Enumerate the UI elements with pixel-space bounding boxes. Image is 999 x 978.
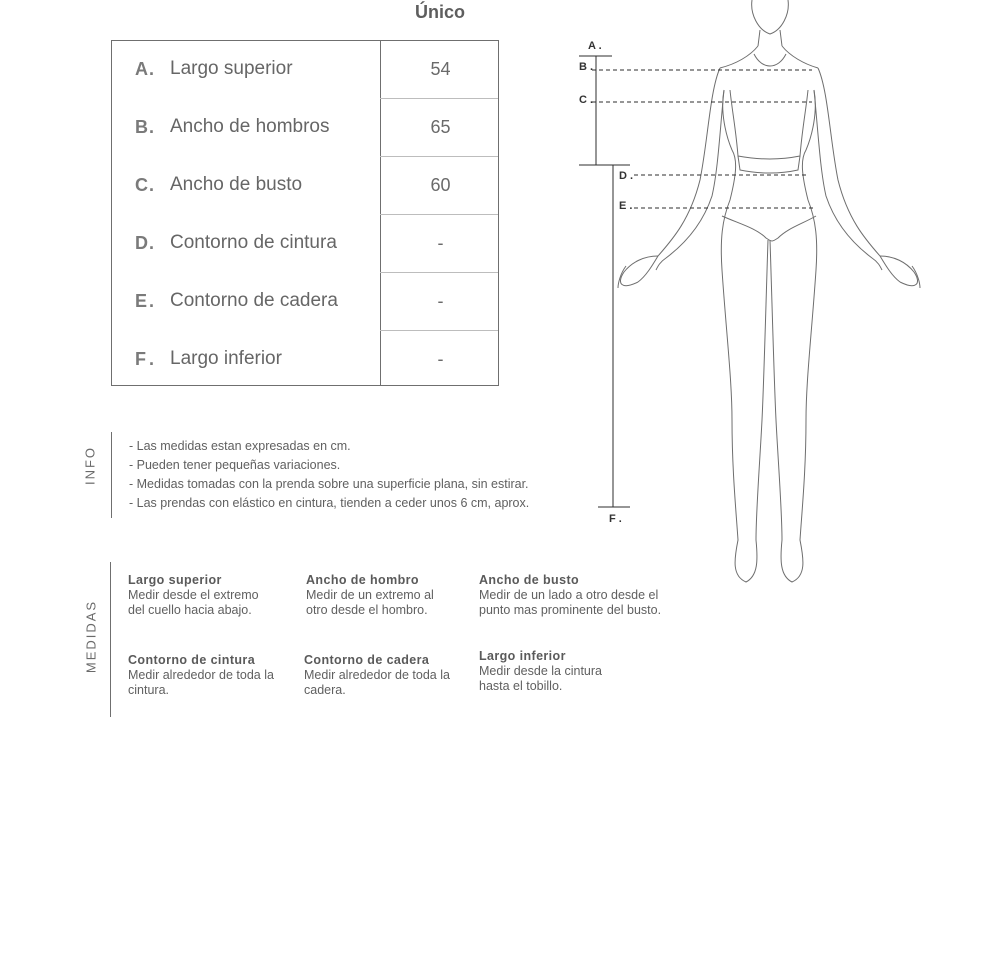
info-notes-list [129,437,529,513]
dashed-guides [592,70,816,208]
desc-title: Ancho de busto [479,573,580,587]
info-note: - Medidas tomadas con la prenda sobre una superficie plana, sin estirar. [129,477,529,491]
row-label: Largo inferior [170,348,282,369]
row-value: - [437,349,444,369]
desc-title: Largo inferior [479,649,566,663]
figure-label-f: F . [609,513,622,525]
row-value: - [437,291,444,311]
medidas-divider [110,562,111,717]
row-letter: D [135,233,149,253]
desc-title: Largo superior [128,573,222,587]
row-letter: E [135,291,149,311]
table-row-ancho-hombros [112,99,498,157]
desc-text: Medir de un extremo al otro desde el hombro. [306,588,434,617]
body-figure-diagram [560,0,999,600]
row-letter: C [135,175,149,195]
measurement-guides [579,56,633,507]
row-label: Largo superior [170,58,293,79]
right-arm-inner [814,90,882,270]
letter-dot: . [149,291,156,311]
neckline [754,54,786,66]
desc-title: Ancho de hombro [306,573,419,587]
left-arm-inner [656,90,724,270]
figure-label-b: B . [579,61,594,73]
letter-dot: . [149,233,156,253]
row-value: 65 [430,117,451,137]
left-leg [722,240,768,582]
letter-dot: . [149,175,156,195]
table-row-largo-superior [112,41,498,99]
table-row-ancho-busto [112,157,498,215]
head-outline [752,0,789,34]
measurement-table [111,40,499,386]
row-label: Contorno de cintura [170,232,337,253]
letter-dot: . [149,349,156,369]
table-row-largo-inferior [112,331,498,389]
figure-outline [618,0,920,582]
info-note: - Las medidas estan expresadas en cm. [129,439,351,453]
row-value: - [437,233,444,253]
row-letter: A [135,59,149,79]
desc-contorno-cadera [304,653,454,698]
table-row-contorno-cintura [112,215,498,273]
figure-label-e: E . [619,200,633,212]
neck-right [780,30,782,46]
info-section-title: INFO [82,445,98,486]
row-letter: B [135,117,149,137]
row-letter: F [135,349,147,369]
neck-left [758,30,760,46]
shoulder-right [782,46,818,68]
right-leg [770,240,816,582]
desc-text: Medir alrededor de toda la cintura. [128,668,274,697]
figure-label-d: D . [619,170,634,182]
size-header: Único [414,2,465,22]
desc-title: Contorno de cintura [128,653,256,667]
letter-dot: . [149,59,156,79]
brief-outline [722,216,816,241]
letter-dot: . [149,117,156,137]
row-label: Ancho de busto [170,174,303,195]
medidas-section-title: MEDIDAS [83,599,99,674]
row-value: 54 [430,59,451,79]
row-label: Contorno de cadera [170,290,338,311]
desc-contorno-cintura [128,653,278,698]
body-figure-svg [560,0,999,600]
desc-title: Contorno de cadera [304,653,430,667]
desc-text: Medir de un lado a otro desde el punto mas prominente del busto. [479,588,662,617]
figure-label-a: A . [588,40,602,52]
table-row-contorno-cadera [112,273,498,331]
desc-largo-superior [128,573,278,618]
right-arm-outer [818,68,900,282]
info-divider [111,432,112,518]
shoulder-left [720,46,758,68]
top-garment [730,90,808,159]
desc-ancho-hombro [306,573,456,618]
desc-text: Medir alrededor de toda la cadera. [304,668,450,697]
row-label: Ancho de hombros [170,116,330,137]
desc-largo-inferior [479,649,619,694]
figure-label-c: C . [579,94,594,106]
info-note: - Las prendas con elástico en cintura, tienden a ceder unos 6 cm, aprox. [129,496,530,510]
info-note: - Pueden tener pequeñas variaciones. [129,458,341,472]
row-value: 60 [430,175,451,195]
desc-text: Medir desde el extremo del cuello hacia abajo. [128,588,259,617]
desc-text: Medir desde la cintura hasta el tobillo. [479,664,602,693]
